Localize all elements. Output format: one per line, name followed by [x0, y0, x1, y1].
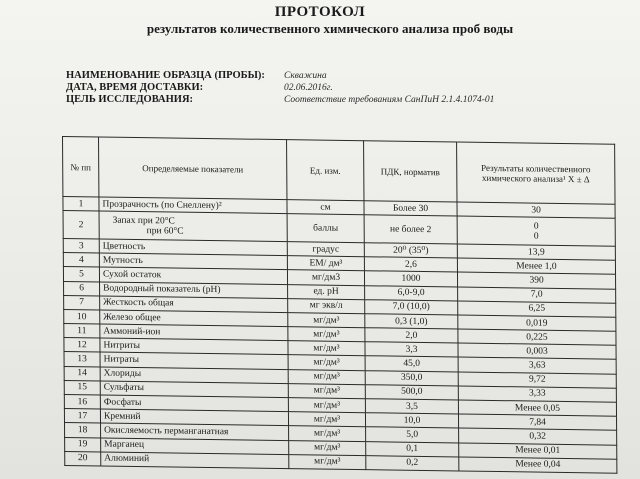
row-norm: 0,2 [366, 455, 459, 471]
row-indicator: Фосфаты [100, 395, 288, 412]
row-result: 30 [457, 202, 615, 218]
odor-60-label: при 60°С [146, 225, 184, 237]
protocol-title: ПРОТОКОЛ [274, 4, 366, 20]
row-unit: мг/дм³ [289, 454, 366, 469]
row-indicator: Нитраты [100, 352, 288, 369]
row-unit: мг/дм³ [289, 440, 366, 455]
row-unit: мг/дм³ [288, 327, 365, 342]
row-unit: мг/дм³ [289, 426, 366, 441]
row-result: 6,25 [458, 301, 616, 317]
row-unit: градус [287, 242, 364, 257]
row-indicator: Мутность [99, 253, 287, 270]
row-unit: мг/дм³ [288, 383, 365, 398]
row-norm: 3,3 [365, 342, 458, 357]
row-num: 1 [63, 197, 99, 212]
row-unit: ед. pH [288, 284, 365, 299]
row-result: 7,84 [458, 414, 616, 430]
row-result: 390 [457, 272, 615, 288]
row-indicator: Окисляемость перманганатная [101, 423, 289, 440]
row-indicator: Хлориды [100, 367, 288, 384]
header-norm: ПДК, норматив [364, 141, 457, 202]
results-table [62, 136, 617, 474]
row-result: 0,225 [458, 329, 616, 345]
row-indicator: Прозрачность (по Снеллену)² [99, 197, 287, 214]
row-norm: не более 2 [364, 215, 457, 244]
row-unit: ЕМ/ дм³ [287, 256, 364, 271]
row-num: 10 [64, 309, 100, 324]
row-norm: 3,5 [365, 399, 458, 414]
row-unit: мг/дм³ [288, 341, 365, 356]
row-num: 19 [65, 437, 101, 452]
row-num: 15 [64, 380, 100, 395]
row-unit: мг/дм³ [288, 355, 365, 370]
row-norm: 350,0 [365, 370, 458, 385]
row-indicator: Аммоний-ион [100, 324, 288, 341]
row-num: 18 [65, 423, 101, 438]
row-norm: 500,0 [365, 384, 458, 399]
row-num: 20 [65, 451, 101, 466]
row-num: 5 [63, 267, 99, 282]
row-result: Менее 0,01 [459, 442, 617, 458]
row-indicator: Сульфаты [100, 381, 288, 398]
row-indicator: Нитриты [100, 338, 288, 355]
row-norm: 2,0 [365, 328, 458, 343]
row-indicator: Сухой остаток [99, 267, 287, 284]
row-unit: мг/дм³ [288, 412, 365, 427]
header-indicator: Определяемые показатели [99, 137, 287, 200]
row-indicator: Цветность [99, 239, 287, 256]
row-unit: мг/дм³ [288, 313, 365, 328]
row-norm: Более 30 [364, 201, 457, 216]
delivery-date-label: ДАТА, ВРЕМЯ ДОСТАВКИ: [66, 82, 204, 93]
row-num: 7 [64, 295, 100, 310]
row-unit: баллы [287, 214, 364, 243]
row-norm: 6,0-9,0 [365, 285, 458, 300]
research-goal-value: Соответствие требованиям СанПиН 2.1.4.1074-01 [284, 95, 495, 105]
odor-60-result: 0 [533, 231, 539, 242]
row-num: 13 [64, 352, 100, 367]
row-unit: мг/дм³ [288, 369, 365, 384]
row-result: Менее 0,04 [459, 457, 617, 474]
row-norm: 45,0 [365, 356, 458, 371]
research-goal-label: ЦЕЛЬ ИССЛЕДОВАНИЯ: [66, 94, 194, 105]
row-result: 0,003 [458, 343, 616, 359]
row-norm: 20⁰ (35⁰) [364, 243, 457, 258]
row-indicator: Жесткость общая [100, 296, 288, 313]
row-result [457, 216, 615, 246]
row-num: 4 [63, 253, 99, 268]
header-num: № пп [63, 137, 99, 197]
odor-20-label: Запах при 20°С [112, 215, 175, 227]
sample-name-label: НАИМЕНОВАНИЕ ОБРАЗЦА (ПРОБЫ): [66, 70, 265, 81]
row-result: 9,72 [458, 372, 616, 388]
header-unit: Ед. изм. [287, 140, 364, 201]
row-num: 3 [63, 239, 99, 254]
row-num: 2 [63, 211, 99, 239]
row-result: Менее 1,0 [457, 258, 615, 274]
row-result: 0,019 [458, 315, 616, 331]
row-norm: 0,1 [366, 441, 459, 456]
row-indicator: Марганец [101, 437, 289, 454]
row-num: 12 [64, 338, 100, 353]
row-result: 7,0 [458, 287, 616, 303]
row-result: 3,33 [458, 386, 616, 402]
row-unit: мг/дм3 [287, 270, 364, 285]
protocol-subtitle: результатов количественного химического анализа проб воды [146, 21, 514, 36]
row-num: 11 [64, 324, 100, 339]
row-result: 3,63 [458, 357, 616, 373]
row-norm: 10,0 [365, 413, 458, 428]
row-unit: мг экв/л [288, 298, 365, 313]
row-num: 16 [64, 394, 100, 409]
row-num: 6 [64, 281, 100, 296]
row-result: Менее 0,05 [458, 400, 616, 416]
row-num: 17 [64, 409, 100, 424]
row-indicator: Алюминий [101, 452, 289, 469]
row-indicator: Кремний [100, 409, 288, 426]
odor-20-result: 0 [533, 221, 539, 232]
row-norm: 0,3 (1,0) [365, 314, 458, 329]
table-header-row [63, 137, 616, 205]
row-norm: 1000 [364, 271, 457, 286]
row-result: 0,32 [459, 428, 617, 444]
row-norm: 5,0 [366, 427, 459, 442]
sample-name-value: Скважина [284, 71, 327, 81]
row-unit: см [287, 200, 364, 215]
header-result: Результаты количественного химического анализа¹ X ± Δ [457, 142, 615, 204]
row-indicator [99, 211, 287, 242]
row-norm: 2,6 [364, 257, 457, 272]
row-num: 14 [64, 366, 100, 381]
delivery-date-value: 02.06.2016г. [284, 83, 333, 93]
row-indicator: Железо общее [100, 310, 288, 327]
row-result: 13,9 [457, 244, 615, 260]
row-unit: мг/дм³ [288, 398, 365, 413]
row-indicator: Водородный показатель (pH) [100, 282, 288, 299]
row-norm: 7,0 (10,0) [365, 299, 458, 314]
